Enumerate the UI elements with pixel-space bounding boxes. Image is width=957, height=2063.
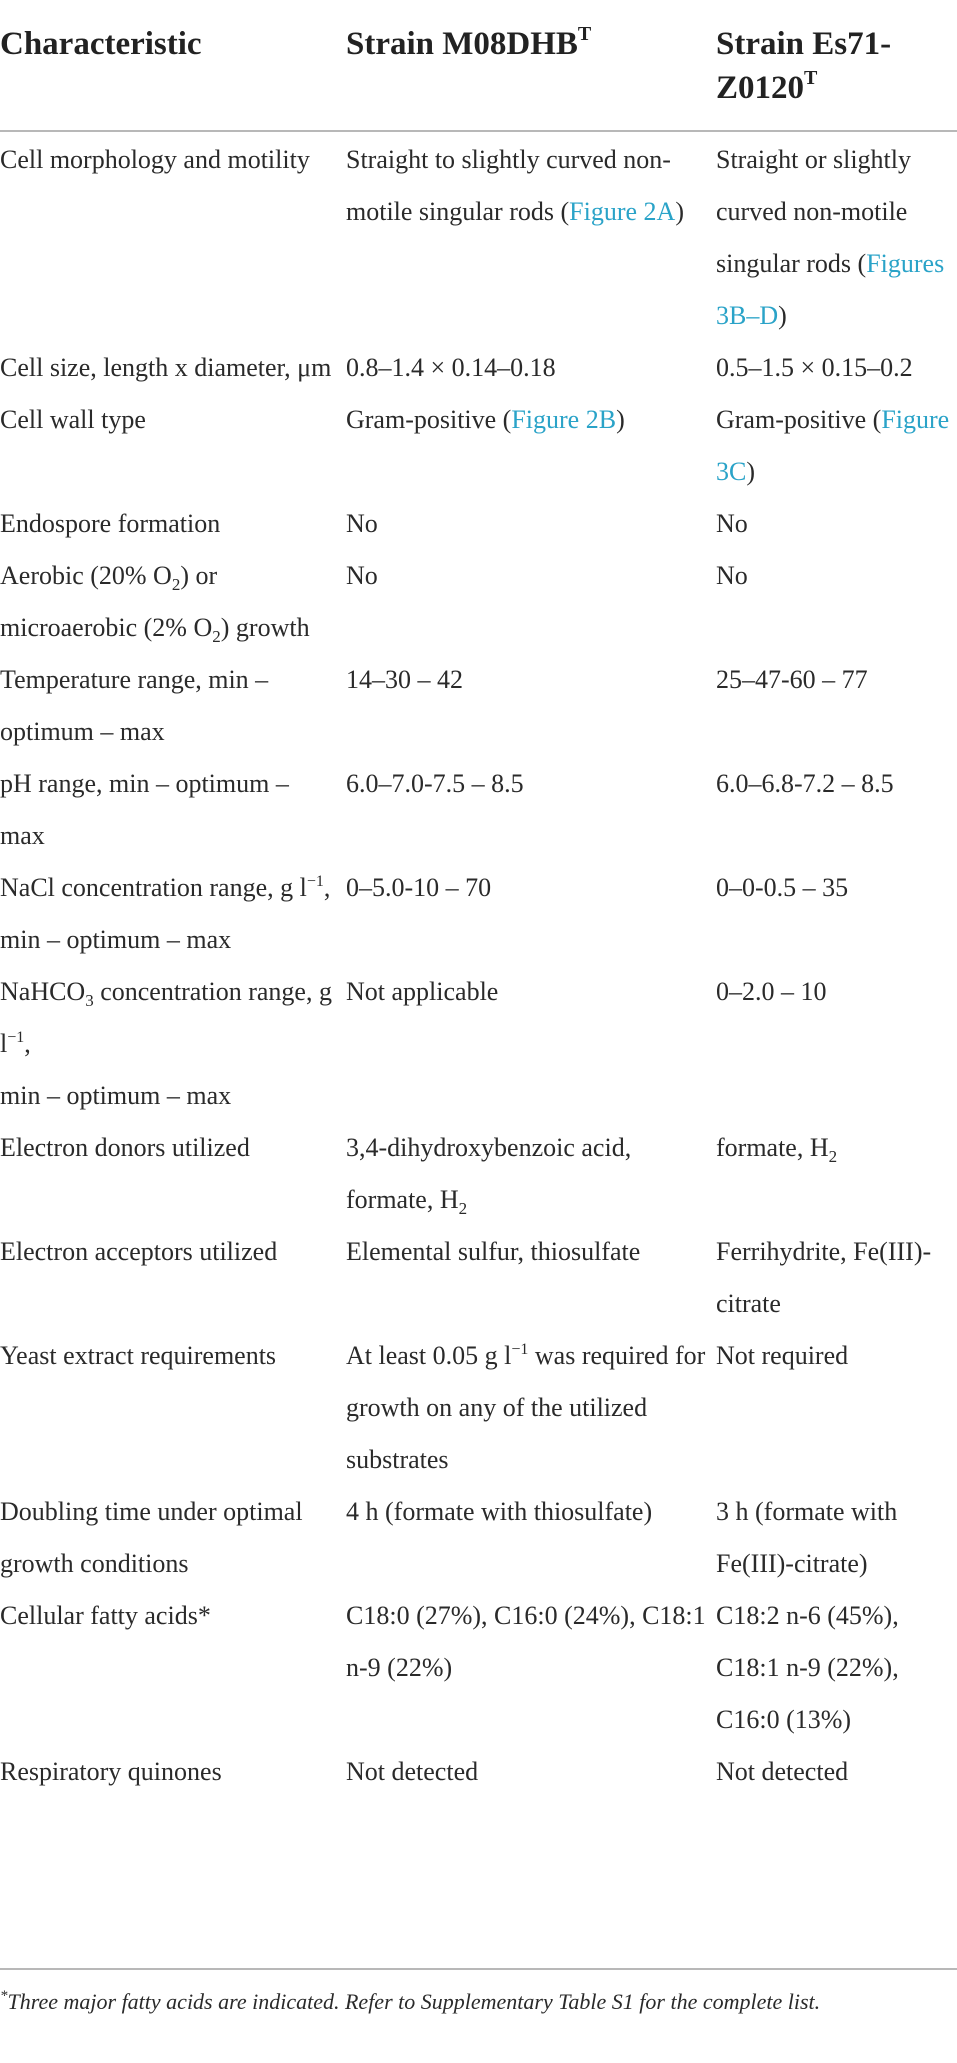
cell-aerobic-es71: No: [716, 561, 748, 590]
cell-temperature-m08dhb: 14–30 – 42: [346, 665, 463, 694]
cell-quinones-m08dhb: Not detected: [346, 1757, 479, 1786]
table-row: [0, 342, 957, 394]
cell-yeast-m08dhb: At least 0.05 g $l^{-1}$ was required for growth on any of the utilized substrates: [346, 1341, 706, 1474]
header-row: [0, 0, 957, 131]
cell-fatty-m08dhb: C18:0 (27%), C16:0 (24%), C18:1 n-9 (22%): [346, 1601, 706, 1682]
figure-2a-link[interactable]: Figure 2A: [569, 197, 676, 226]
table-row: [0, 394, 957, 498]
figure-2b-link[interactable]: Figure 2B: [511, 405, 617, 434]
header-strain-es71: Strain $Es71-Z0120^T$: [716, 26, 892, 106]
figure-3c-link[interactable]: Figure 3C: [716, 405, 950, 486]
cell-nacl-es71: 0–0-0.5 – 35: [716, 873, 849, 902]
cell-ph-es71: 6.0–6.8-7.2 – 8.5: [716, 769, 894, 798]
table-row: [0, 1746, 957, 1808]
row-label-quinones: Respiratory quinones: [0, 1757, 222, 1786]
row-label-yeast: Yeast extract requirements: [0, 1341, 277, 1370]
table-row: [0, 758, 957, 862]
table-row: [0, 1590, 957, 1746]
cell-nahco3-es71: 0–2.0 – 10: [716, 977, 827, 1006]
cell-doubling-es71: 3 h (formate with Fe(III)-citrate): [716, 1497, 898, 1578]
cell-quinones-es71: Not detected: [716, 1757, 849, 1786]
row-label-temperature: Temperature range, min – optimum – max: [0, 665, 269, 746]
table-row: [0, 498, 957, 550]
row-label-cell-size: Cell size, length x diameter, μm: [0, 353, 332, 382]
table-body: [0, 131, 957, 1808]
cell-acceptors-m08dhb: Elemental sulfur, thiosulfate: [346, 1237, 641, 1266]
table-row: [0, 1226, 957, 1330]
cell-donors-es71: formate, $H_2$: [716, 1133, 838, 1166]
cell-nacl-m08dhb: 0–5.0-10 – 70: [346, 873, 492, 902]
cell-ph-m08dhb: 6.0–7.0-7.5 – 8.5: [346, 769, 524, 798]
footnote-text: Three major fatty acids are indicated. Refer to Supplementary Table S1 for the complete list.: [7, 1989, 821, 2014]
cell-endospore-es71: No: [716, 509, 748, 538]
cell-nahco3-m08dhb: Not applicable: [346, 977, 499, 1006]
cell-size-m08dhb: 0.8–1.4 × 0.14–0.18: [346, 353, 556, 382]
row-label-fatty-acids: Cellular fatty acids*: [0, 1601, 211, 1630]
cell-morphology-es71: Straight or slightly curved non-motile singular rods (Figures 3B–D): [716, 145, 945, 330]
footnote-marker: *: [0, 1988, 8, 2004]
row-label-nacl: NaCl concentration range, g $l^{-1}$, min – optimum – max: [0, 873, 331, 954]
table-row: [0, 1330, 957, 1486]
cell-temperature-es71: 25–47-60 – 77: [716, 665, 868, 694]
row-label-cell-wall: Cell wall type: [0, 405, 146, 434]
row-label-nahco3: NaHCO$_3$ concentration range, g $l^{-1}$, min – optimum – max: [0, 977, 332, 1110]
cell-wall-m08dhb: Gram-positive (Figure 2B): [346, 405, 625, 434]
table-row: [0, 966, 957, 1122]
header-strain-m08dhb: Strain $M08DHB^T$: [346, 23, 592, 62]
cell-size-es71: 0.5–1.5 × 0.15–0.2: [716, 353, 913, 382]
row-label-electron-acceptors: Electron acceptors utilized: [0, 1237, 278, 1266]
table-row: [0, 1486, 957, 1590]
table-row: [0, 550, 957, 654]
row-label-aerobic: Aerobic (20% $O_2$) or microaerobic (2% $O_2$) growth: [0, 561, 310, 646]
row-label-ph: pH range, min – optimum – max: [0, 769, 289, 850]
table-row: [0, 654, 957, 758]
cell-aerobic-m08dhb: No: [346, 561, 378, 590]
cell-fatty-es71: C18:2 n-6 (45%), C18:1 n-9 (22%), C16:0 (13%): [716, 1601, 899, 1734]
cell-morphology-m08dhb: Straight to slightly curved non-motile singular rods (Figure 2A): [346, 145, 684, 226]
table-footnote: [0, 1968, 957, 2019]
figures-3b-d-link[interactable]: Figures 3B–D: [716, 249, 945, 330]
row-label-electron-donors: Electron donors utilized: [0, 1133, 250, 1162]
header-characteristic: Characteristic: [0, 26, 202, 62]
cell-acceptors-es71: Ferrihydrite, Fe(III)-citrate: [716, 1237, 932, 1318]
cell-yeast-es71: Not required: [716, 1341, 849, 1370]
cell-doubling-m08dhb: 4 h (formate with thiosulfate): [346, 1497, 653, 1526]
row-label-endospore: Endospore formation: [0, 509, 221, 538]
cell-donors-m08dhb: 3,4-dihydroxybenzoic acid, formate, $H_2$: [346, 1133, 632, 1218]
table-header: [0, 0, 957, 131]
cell-wall-es71: Gram-positive (Figure 3C): [716, 405, 950, 486]
table-row: [0, 862, 957, 966]
row-label-morphology: Cell morphology and motility: [0, 145, 310, 174]
table-row: [0, 131, 957, 342]
table-row: [0, 1122, 957, 1226]
cell-endospore-m08dhb: No: [346, 509, 378, 538]
row-label-doubling: Doubling time under optimal growth conditions: [0, 1497, 303, 1578]
